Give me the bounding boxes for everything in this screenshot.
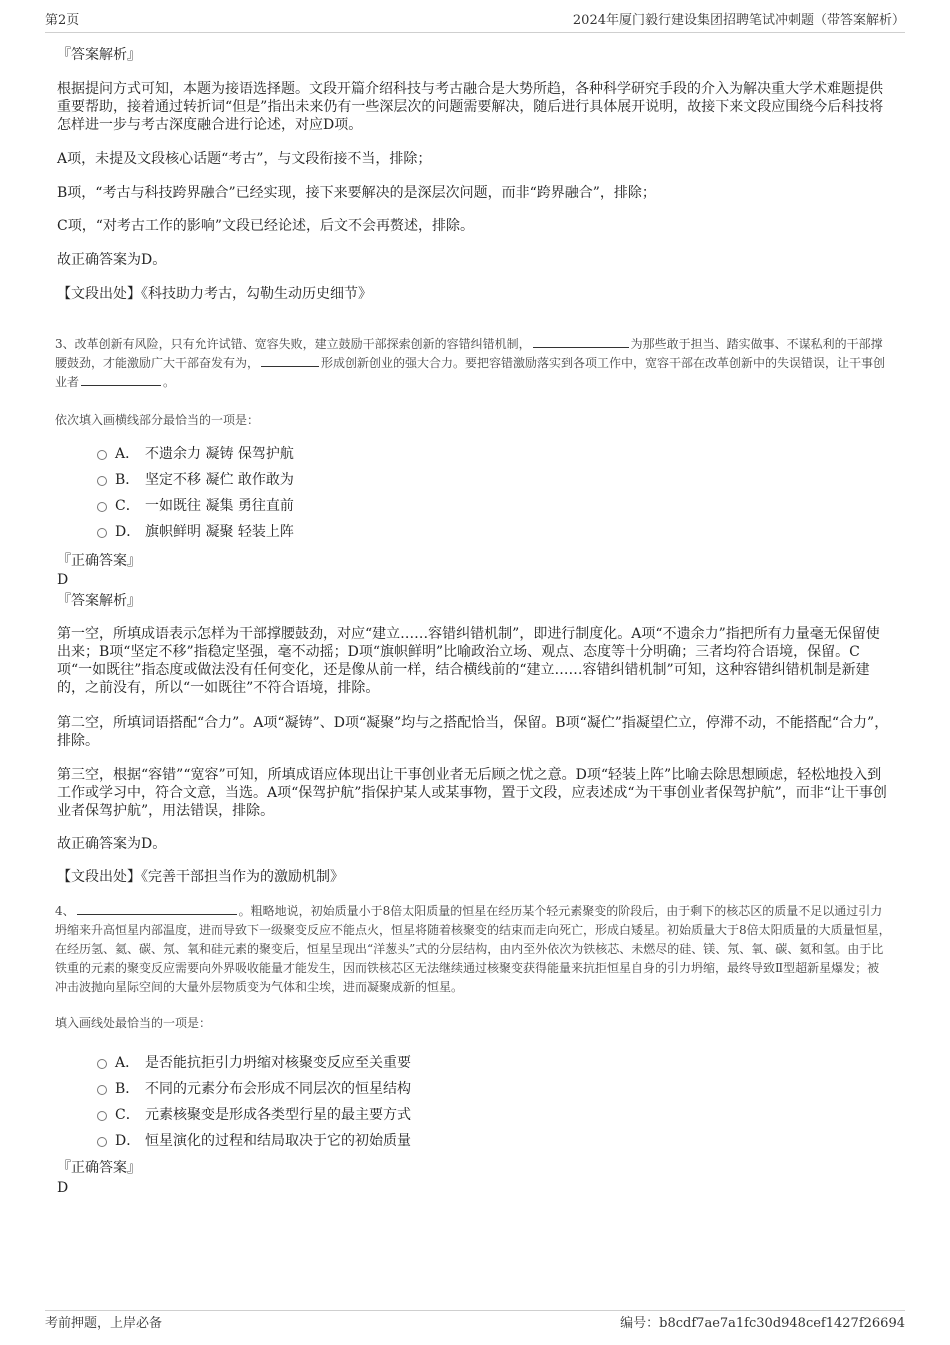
analysis-paragraph: 第一空，所填成语表示怎样为干部撑腰鼓劲，对应“建立……容错纠错机制”，即进行制度化。A项“不遗余力”指把所有力量毫无保留使出来；B项“坚定不移”指稳定坚强，毫不动摇；D项“旗帜鲜明”比喻政治立场、观点、态度等十分明确；三者均符合语境，保留。C项“一如既往”指态度或做法没有任何变化，还是像从前一样，结合横线前的“建立……容错纠错机制”可知，这种容错纠错机制是新建的，之前没有，所以“一如既往”不符合语境，排除。 [57,626,880,696]
radio-icon[interactable] [97,450,107,460]
radio-icon[interactable] [97,528,107,538]
options-list [57,441,457,545]
fill-blank [77,902,237,915]
option-d[interactable]: D． 恒星演化的过程和结局取决于它的初始质量 [57,1128,557,1154]
question-stem: 3、改革创新有风险，只有允许试错、宽容失败，建立鼓励干部探索创新的容错纠错机制， 为那些敢于担当、踏实做事、不谋私利的干部撑腰鼓劲，才能激励广大干部奋发有为， 形成创新创业的强大合力。要把容错激励落实到各项工作中，宽容干部在改革创新中的失误错误，让干事创业者 。 [55,337,886,389]
source-citation: 【文段出处】《完善干部担当作为的激励机制》 [57,869,344,885]
radio-icon[interactable] [97,502,107,512]
answer-conclusion: 故正确答案为D。 [57,836,167,852]
page-header [45,12,905,33]
source-citation: 【文段出处】《科技助力考古，勾勒生动历史细节》 [57,286,372,302]
analysis-label: 『答案解析』 [57,593,141,609]
question-prompt: 依次填入画横线部分最恰当的一项是： [55,413,260,427]
option-a[interactable]: A． 不遗余力 凝铸 保驾护航 [57,441,457,467]
option-b[interactable]: B． 坚定不移 凝伫 敢作敢为 [57,467,457,493]
correct-answer-label: 『正确答案』 [57,1160,141,1176]
analysis-paragraph: A项，未提及文段核心话题“考古”，与文段衔接不当，排除； [57,151,432,167]
answer-conclusion: 故正确答案为D。 [57,252,167,268]
radio-icon[interactable] [97,1059,107,1069]
options-list [57,1050,557,1154]
footer-slogan: 考前押题，上岸必备 [45,1316,163,1331]
radio-icon[interactable] [97,476,107,486]
correct-answer: D [57,1180,69,1196]
question-prompt: 填入画线处最恰当的一项是： [55,1016,212,1030]
document-id: 编号：b8cdf7ae7a1fc30d948cef1427f26694 [620,1316,905,1331]
correct-answer: D [57,572,69,588]
option-c[interactable]: C． 元素核聚变是形成各类型行星的最主要方式 [57,1102,557,1128]
analysis-paragraph: 根据提问方式可知，本题为接语选择题。文段开篇介绍科技与考古融合是大势所趋，各种科学研究手段的介入为解决重大学术难题提供重要帮助，接着通过转折词“但是”指出未来仍有一些深层次的问题需要解决，随后进行具体展开说明，故接下来文段应围绕今后科技将怎样进一步与考古深度融合进行论述，对应D项。 [57,81,884,133]
fill-blank [533,335,629,348]
option-a[interactable]: A． 是否能抗拒引力坍缩对核聚变反应至关重要 [57,1050,557,1076]
option-b[interactable]: B． 不同的元素分布会形成不同层次的恒星结构 [57,1076,557,1102]
analysis-paragraph: B项，“考古与科技跨界融合”已经实现，接下来要解决的是深层次问题，而非“跨界融合”，排除； [57,185,656,201]
page-number: 第2页 [45,13,80,28]
question-3 [55,335,891,392]
radio-icon[interactable] [97,1137,107,1147]
option-d[interactable]: D． 旗帜鲜明 凝聚 轻装上阵 [57,519,457,545]
correct-answer-label: 『正确答案』 [57,553,141,569]
question-stem: 4、 。粗略地说，初始质量小于8倍太阳质量的恒星在经历某个轻元素聚变的阶段后，由于剩下的核芯区的质量不足以通过引力坍缩来升高恒星内部温度，进而导致下一级聚变反应不能点火，恒星将随着核聚变的结束而走向死亡，形成白矮星。初始质量大于8倍太阳质量的大质量恒星，在经历氢、氦、碳、氖、氧和硅元素的聚变后，恒星呈现出“洋葱头”式的分层结构，由内至外依次为铁核芯、未燃尽的硅、镁、氖、氧、碳、氦和氢。由于比铁重的元素的聚变反应需要向外界吸收能量才能发生，因而铁核芯区无法继续通过核聚变获得能量来抗拒恒星自身的引力坍缩，最终导致Ⅱ型超新星爆发；被冲击波抛向星际空间的大量外层物质变为气体和尘埃，进而凝聚成新的恒星。 [55,904,891,994]
analysis-paragraph: 第三空，根据“容错”“宽容”可知，所填成语应体现出让干事创业者无后顾之忧之意。D项“轻装上阵”比喻去除思想顾虑，轻松地投入到工作或学习中，符合文意，当选。A项“保驾护航”指保护某人或某事物，置于文段，应表述成“为干事创业者保驾护航”，而非“让干事创业者保驾护航”，用法错误，排除。 [57,767,887,819]
fill-blank [81,373,161,386]
page-footer [45,1310,905,1331]
analysis-paragraph: 第二空，所填词语搭配“合力”。A项“凝铸”、D项“凝聚”均与之搭配恰当，保留。B项“凝伫”指凝望伫立，停滞不动，不能搭配“合力”，排除。 [57,715,889,749]
analysis-paragraph: C项，“对考古工作的影响”文段已经论述，后文不会再赘述，排除。 [57,218,475,234]
fill-blank [261,354,319,367]
document-title: 2024年厦门毅行建设集团招聘笔试冲刺题（带答案解析） [572,13,905,28]
question-4 [55,902,891,997]
option-c[interactable]: C． 一如既往 凝集 勇往直前 [57,493,457,519]
radio-icon[interactable] [97,1085,107,1095]
radio-icon[interactable] [97,1111,107,1121]
analysis-label: 『答案解析』 [57,47,141,63]
